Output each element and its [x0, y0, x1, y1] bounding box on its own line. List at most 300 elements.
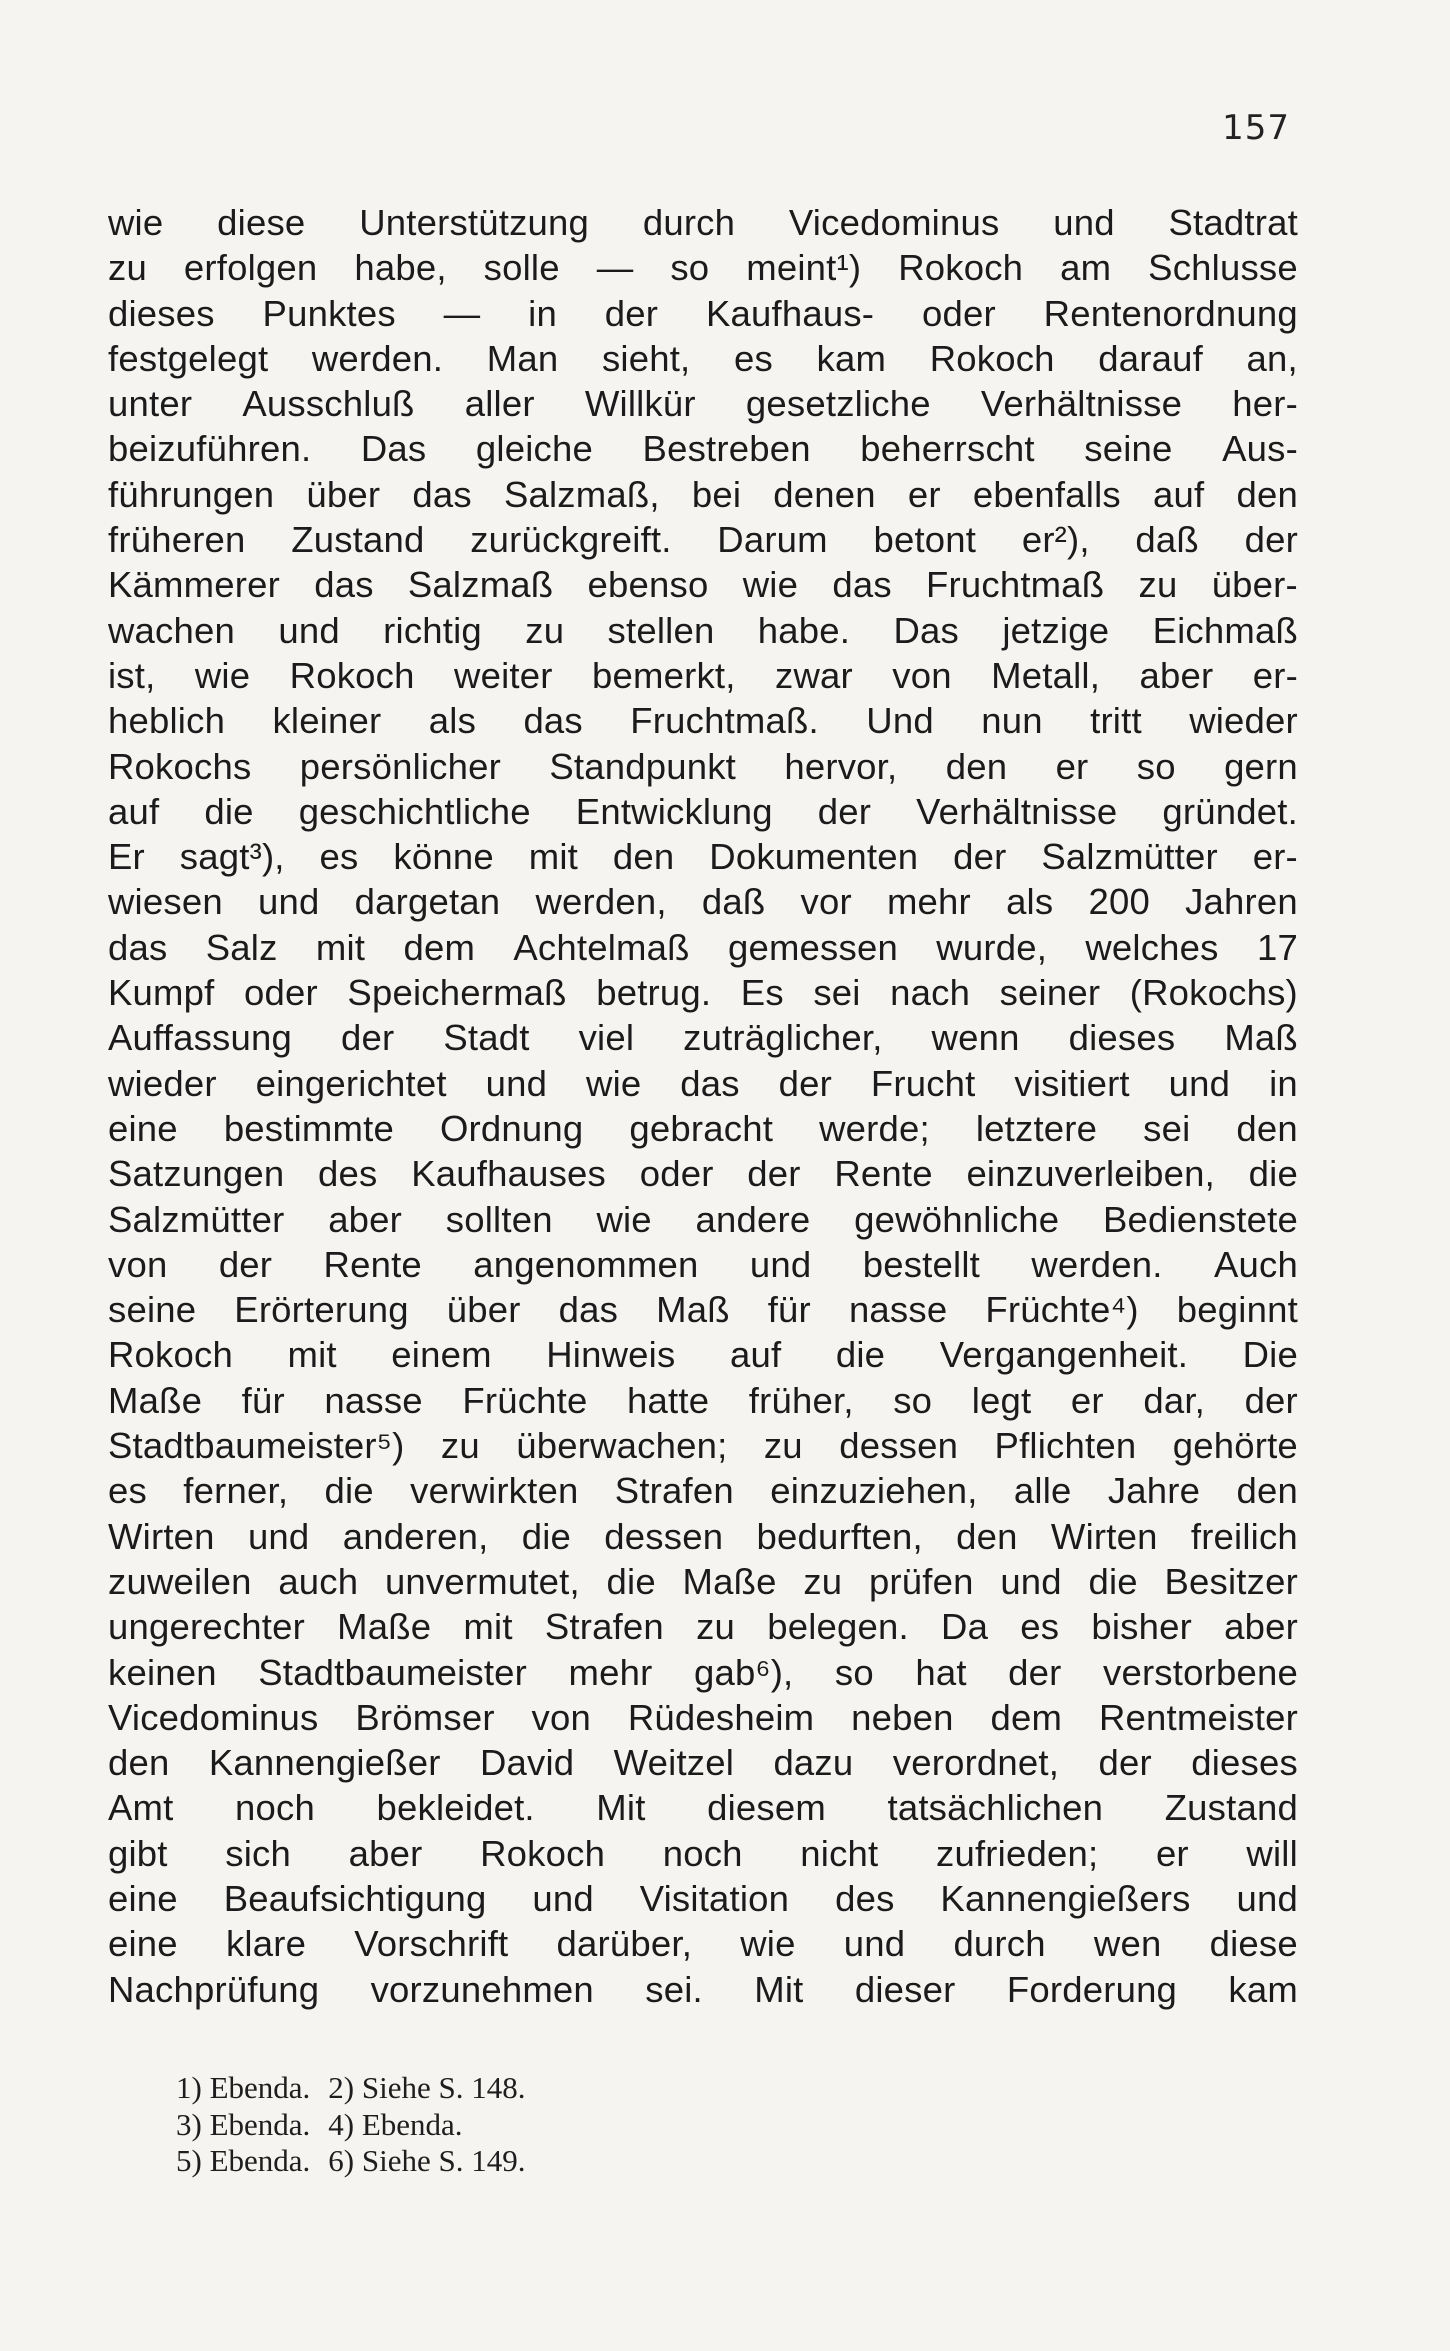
- word: Kaufhauses: [411, 1153, 606, 1195]
- text-line: [108, 1242, 1298, 1287]
- word: belegen.: [767, 1606, 909, 1648]
- word: als: [1006, 881, 1054, 923]
- word: durch: [953, 1923, 1046, 1965]
- word: dazu: [773, 1742, 854, 1784]
- text-line: [108, 472, 1298, 517]
- text-line: [108, 381, 1298, 426]
- word: sagt³),: [179, 836, 285, 878]
- word: Man: [486, 337, 559, 379]
- word: und: [257, 881, 320, 923]
- text-line: [108, 1876, 1298, 1921]
- word: den: [612, 836, 675, 878]
- word: Rokoch: [929, 337, 1055, 379]
- word: freilich: [1190, 1515, 1298, 1557]
- word: Früchte⁴): [985, 1289, 1139, 1331]
- word: und: [1000, 1560, 1062, 1602]
- word: gehörte: [1172, 1425, 1298, 1467]
- word: überwachen;: [516, 1425, 728, 1467]
- word: ungerechter: [108, 1606, 305, 1648]
- word: die: [521, 1515, 572, 1557]
- word: Das: [893, 609, 959, 651]
- word: Aus-: [1222, 428, 1298, 470]
- word: das: [523, 700, 583, 742]
- word: diesem: [707, 1787, 826, 1829]
- word: Bestreben: [642, 428, 811, 470]
- word: mit: [287, 1334, 337, 1376]
- word: für: [767, 1289, 811, 1331]
- word: bisher: [1091, 1606, 1192, 1648]
- word: bekleidet.: [376, 1787, 535, 1829]
- word: einzuverleiben,: [966, 1153, 1215, 1195]
- word: Nachprüfung: [108, 1968, 320, 2010]
- word: seine: [1084, 428, 1173, 470]
- word: und: [1168, 1062, 1231, 1104]
- word: mehr: [568, 1651, 653, 1693]
- footnote-row: [176, 2107, 543, 2144]
- text-line: [108, 970, 1298, 1015]
- word: —: [443, 292, 481, 334]
- word: die: [606, 1560, 656, 1602]
- word: wie: [108, 202, 164, 243]
- word: gleiche: [475, 428, 593, 470]
- word: verwirkten: [410, 1470, 579, 1512]
- word: gründet.: [1162, 790, 1298, 832]
- word: von: [531, 1696, 591, 1738]
- word: kam: [816, 337, 887, 379]
- word: der: [778, 1062, 832, 1104]
- word: er: [1070, 1379, 1104, 1421]
- word: Vorschrift: [354, 1923, 509, 1965]
- word: werden.: [1031, 1243, 1163, 1285]
- word: der: [1244, 1379, 1298, 1421]
- word: ferner,: [183, 1470, 289, 1512]
- word: sei: [813, 972, 861, 1014]
- word: früheren: [108, 519, 246, 561]
- word: aller: [464, 383, 535, 425]
- word: Speichermaß: [347, 972, 567, 1014]
- word: Fruchtmaß.: [630, 700, 819, 742]
- word: das: [558, 1289, 619, 1331]
- word: so: [834, 1651, 874, 1693]
- word: das: [832, 564, 892, 606]
- word: richtig: [383, 609, 482, 651]
- word: Ausschluß: [242, 383, 415, 425]
- word: seiner: [999, 972, 1101, 1014]
- word: auf: [108, 790, 160, 832]
- word: wie: [742, 564, 799, 606]
- word: Vergangenheit.: [939, 1334, 1189, 1376]
- word: der: [604, 292, 659, 334]
- word: Strafen: [614, 1470, 734, 1512]
- word: Satzungen: [108, 1153, 285, 1195]
- word: Zustand: [1164, 1787, 1298, 1829]
- word: bemerkt,: [592, 654, 736, 696]
- word: oder: [639, 1153, 714, 1195]
- word: mit: [463, 1606, 513, 1648]
- word: Strafen: [544, 1606, 664, 1648]
- text-line: [108, 200, 1298, 245]
- word: vorzunehmen: [370, 1968, 594, 2010]
- word: Vicedominus: [788, 202, 1000, 243]
- word: das: [412, 473, 472, 515]
- word: heblich: [108, 700, 226, 742]
- word: früher,: [748, 1379, 854, 1421]
- word: alle: [1013, 1470, 1072, 1512]
- word: wurde,: [936, 926, 1048, 968]
- word: verordnet,: [892, 1742, 1060, 1784]
- word: gern: [1224, 745, 1298, 787]
- word: am: [1060, 247, 1112, 289]
- word: den: [1236, 473, 1298, 515]
- text-line: [108, 653, 1298, 698]
- word: so: [670, 247, 710, 289]
- word: darüber,: [556, 1923, 693, 1965]
- word: bestellt: [862, 1243, 980, 1285]
- word: in: [1269, 1062, 1298, 1104]
- word: beherrscht: [860, 428, 1035, 470]
- word: visitiert: [1014, 1062, 1130, 1104]
- word: neben: [851, 1696, 954, 1738]
- word: dar,: [1143, 1379, 1206, 1421]
- word: Rentenordnung: [1043, 292, 1298, 334]
- word: die: [1248, 1153, 1298, 1195]
- text-line: [108, 1650, 1298, 1695]
- word: der: [1008, 1651, 1062, 1693]
- word: aber: [1139, 654, 1214, 696]
- word: Willkür: [584, 383, 696, 425]
- word: Das: [360, 428, 427, 470]
- word: zurückgreift.: [470, 519, 672, 561]
- word: eine: [108, 1923, 178, 1965]
- word: Salzmaß,: [503, 473, 660, 515]
- word: Und: [866, 700, 934, 742]
- word: Entwicklung: [575, 790, 773, 832]
- text-line: [108, 1604, 1298, 1649]
- word: Mit: [596, 1787, 646, 1829]
- word: 200: [1088, 881, 1150, 923]
- word: Da: [941, 1606, 989, 1648]
- footnote: 4) Ebenda.: [328, 2106, 463, 2142]
- word: für: [241, 1379, 285, 1421]
- word: sieht,: [601, 337, 691, 379]
- word: ist,: [108, 654, 156, 696]
- word: darauf: [1098, 337, 1203, 379]
- word: und: [532, 1877, 594, 1919]
- word: nach: [890, 972, 971, 1014]
- word: jetzige: [1002, 609, 1110, 651]
- word: zwar: [775, 654, 853, 696]
- word: Verhältnisse: [980, 383, 1183, 425]
- word: Wirten: [108, 1515, 215, 1557]
- text-line: [108, 1785, 1298, 1830]
- word: es: [1020, 1606, 1060, 1648]
- word: hervor,: [784, 745, 898, 787]
- word: welches: [1085, 926, 1219, 968]
- text-line: [108, 744, 1298, 789]
- word: und: [749, 1243, 812, 1285]
- word: werden,: [535, 881, 667, 923]
- word: eine: [108, 1107, 178, 1149]
- word: eine: [108, 1877, 178, 1919]
- footnote: 5) Ebenda.: [176, 2143, 311, 2178]
- word: über-: [1211, 564, 1298, 606]
- page-number: 157: [1222, 108, 1290, 148]
- word: Schlusse: [1148, 247, 1298, 289]
- word: kam: [1228, 1968, 1298, 2010]
- word: Weitzel: [613, 1742, 735, 1784]
- word: Die: [1242, 1334, 1298, 1376]
- word: und: [278, 609, 340, 651]
- word: des: [835, 1877, 895, 1919]
- word: Kannengießers: [940, 1877, 1191, 1919]
- text-line: [108, 1468, 1298, 1513]
- word: tatsächlichen: [887, 1787, 1104, 1829]
- word: sei.: [645, 1968, 703, 2010]
- word: der: [953, 836, 1007, 878]
- word: Stadtrat: [1168, 202, 1298, 243]
- word: betont: [873, 519, 977, 561]
- footnote-row: [176, 2070, 543, 2107]
- word: Ordnung: [439, 1107, 584, 1149]
- word: (Rokochs): [1129, 972, 1298, 1014]
- word: unter: [108, 383, 193, 425]
- word: viel: [578, 1017, 635, 1059]
- word: festgelegt: [108, 337, 269, 379]
- word: dessen: [604, 1515, 724, 1557]
- word: Rokochs: [108, 745, 252, 787]
- text-line: [108, 336, 1298, 381]
- word: gemessen: [727, 926, 898, 968]
- text-line: [108, 1106, 1298, 1151]
- word: Bedienstete: [1103, 1198, 1298, 1240]
- footnotes: [176, 2070, 543, 2180]
- word: den: [1236, 1107, 1298, 1149]
- word: einem: [391, 1334, 492, 1376]
- word: das: [680, 1062, 740, 1104]
- word: Wirten: [1050, 1515, 1158, 1557]
- word: und: [1236, 1877, 1298, 1919]
- word: den: [945, 745, 1008, 787]
- word: habe,: [354, 247, 447, 289]
- word: zu: [696, 1606, 736, 1648]
- word: Brömser: [355, 1696, 495, 1738]
- word: Unterstützung: [359, 202, 590, 243]
- text-line: [108, 426, 1298, 471]
- body-text: [108, 200, 1298, 2012]
- word: zufrieden;: [936, 1832, 1099, 1874]
- word: das: [314, 564, 374, 606]
- text-line: [108, 291, 1298, 336]
- word: mit: [315, 926, 366, 968]
- word: von: [108, 1243, 168, 1285]
- word: betrug.: [596, 972, 712, 1014]
- word: Amt: [108, 1787, 174, 1829]
- text-line: [108, 879, 1298, 924]
- word: Rokoch: [898, 247, 1024, 289]
- text-line: [108, 925, 1298, 970]
- word: nasse: [324, 1379, 423, 1421]
- word: oder: [921, 292, 996, 334]
- word: werde;: [819, 1107, 930, 1149]
- footnote: 3) Ebenda.: [176, 2106, 311, 2142]
- word: Maß: [656, 1289, 730, 1331]
- word: Jahre: [1107, 1470, 1201, 1512]
- word: Kumpf: [108, 972, 215, 1014]
- word: bei: [691, 473, 742, 515]
- word: gibt: [108, 1832, 168, 1874]
- footnote: 2) Siehe S. 148.: [328, 2070, 526, 2105]
- word: Maße: [108, 1379, 203, 1421]
- word: kleiner: [272, 700, 382, 742]
- word: Rente: [323, 1243, 422, 1285]
- word: bedurften,: [756, 1515, 923, 1557]
- word: zu: [763, 1425, 803, 1467]
- word: Salzmaß: [407, 564, 554, 606]
- word: den: [956, 1515, 1018, 1557]
- text-line: [108, 789, 1298, 834]
- word: der: [1098, 1742, 1152, 1784]
- word: einzuziehen,: [770, 1470, 978, 1512]
- word: und: [1053, 202, 1115, 243]
- word: auf: [1152, 473, 1205, 515]
- text-line: [108, 1831, 1298, 1876]
- text-line: [108, 1740, 1298, 1785]
- word: verstorbene: [1103, 1651, 1298, 1693]
- word: durch: [642, 202, 736, 243]
- word: er: [1055, 745, 1089, 787]
- word: nun: [981, 700, 1043, 742]
- word: Kannengießer: [208, 1742, 441, 1784]
- word: Achtelmaß: [513, 926, 690, 968]
- word: zu: [440, 1425, 480, 1467]
- footnote-row: [176, 2143, 543, 2180]
- word: meint¹): [746, 247, 862, 289]
- word: so: [1136, 745, 1176, 787]
- word: führungen: [108, 473, 275, 515]
- word: wachen: [108, 609, 236, 651]
- word: Jahren: [1185, 881, 1298, 923]
- word: weiter: [454, 654, 553, 696]
- word: Besitzer: [1164, 1560, 1298, 1602]
- word: werden.: [311, 337, 444, 379]
- word: Frucht: [870, 1062, 976, 1104]
- text-line: [108, 562, 1298, 607]
- word: zu: [1138, 564, 1178, 606]
- word: andere: [695, 1198, 811, 1240]
- word: David: [479, 1742, 575, 1784]
- word: Kämmerer: [108, 564, 280, 606]
- word: Metall,: [991, 654, 1101, 696]
- text-line: [108, 1015, 1298, 1060]
- text-line: [108, 1423, 1298, 1468]
- word: prüfen: [868, 1560, 974, 1602]
- word: Zustand: [291, 519, 425, 561]
- word: Darum: [717, 519, 828, 561]
- word: gewöhnliche: [854, 1198, 1060, 1240]
- word: letztere: [975, 1107, 1098, 1149]
- word: er: [1155, 1832, 1189, 1874]
- word: will: [1246, 1832, 1298, 1874]
- word: vor: [800, 881, 852, 923]
- word: keinen: [108, 1651, 217, 1693]
- text-line: [108, 1378, 1298, 1423]
- word: der: [218, 1243, 273, 1285]
- word: er-: [1252, 836, 1298, 878]
- word: solle: [483, 247, 560, 289]
- word: tritt: [1090, 700, 1142, 742]
- word: Eichmaß: [1152, 609, 1298, 651]
- word: das: [108, 926, 168, 968]
- word: gab⁶),: [693, 1651, 794, 1693]
- word: sollten: [445, 1198, 553, 1240]
- word: wie: [194, 654, 251, 696]
- word: zu: [803, 1560, 843, 1602]
- word: Rokoch: [289, 654, 415, 696]
- word: Rentmeister: [1098, 1696, 1298, 1738]
- word: über: [446, 1289, 521, 1331]
- text-line: [108, 1967, 1298, 2012]
- word: ebenso: [587, 564, 709, 606]
- text-line: [108, 834, 1298, 879]
- word: als: [428, 700, 477, 742]
- word: nasse: [848, 1289, 948, 1331]
- word: die: [204, 790, 254, 832]
- word: wiesen: [108, 881, 223, 923]
- word: es: [108, 1470, 147, 1512]
- word: bestimmte: [223, 1107, 394, 1149]
- word: habe.: [757, 609, 851, 651]
- text-line: [108, 245, 1298, 290]
- word: her-: [1232, 383, 1298, 425]
- word: und: [843, 1923, 906, 1965]
- text-line: [108, 1921, 1298, 1966]
- word: Maße: [337, 1606, 432, 1648]
- word: angenommen: [473, 1243, 699, 1285]
- word: stellen: [607, 609, 715, 651]
- word: wie: [740, 1923, 796, 1965]
- word: noch: [662, 1832, 743, 1874]
- word: anderen,: [342, 1515, 489, 1557]
- word: er: [907, 473, 941, 515]
- word: Beaufsichtigung: [223, 1877, 487, 1919]
- word: diese: [217, 202, 306, 243]
- word: sich: [225, 1832, 291, 1874]
- word: der: [817, 790, 872, 832]
- word: Stadt: [443, 1017, 530, 1059]
- word: aber: [328, 1198, 403, 1240]
- word: erfolgen: [183, 247, 318, 289]
- word: dessen: [839, 1425, 959, 1467]
- text-line: [108, 1061, 1298, 1106]
- footnote: 1) Ebenda.: [176, 2070, 311, 2105]
- word: daß: [701, 881, 766, 923]
- word: Erörterung: [234, 1289, 409, 1331]
- word: wie: [586, 1062, 642, 1104]
- text-line: [108, 1332, 1298, 1377]
- word: beizuführen.: [108, 428, 312, 470]
- word: dem: [990, 1696, 1063, 1738]
- word: könne: [393, 836, 494, 878]
- word: die: [324, 1470, 374, 1512]
- word: Maße: [682, 1560, 777, 1602]
- word: Stadtbaumeister: [258, 1651, 528, 1693]
- word: aber: [348, 1832, 423, 1874]
- word: Hinweis: [546, 1334, 676, 1376]
- word: Visitation: [639, 1877, 790, 1919]
- word: denen: [773, 473, 876, 515]
- word: Rüdesheim: [627, 1696, 815, 1738]
- word: Es: [740, 972, 784, 1014]
